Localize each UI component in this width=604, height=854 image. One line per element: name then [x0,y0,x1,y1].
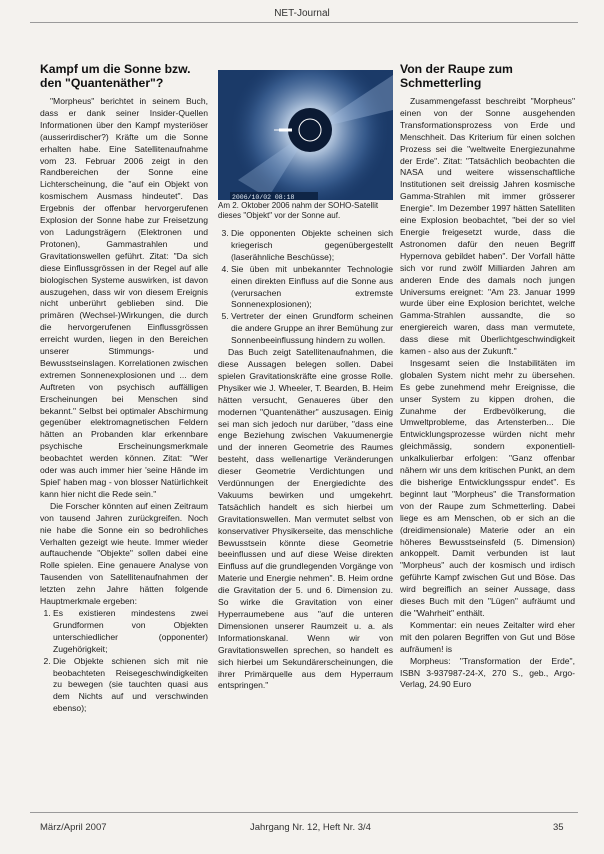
left-column [40,62,208,715]
left-paragraph: "Morpheus" berichtet in seinem Buch, dass er dank seiner Insider-Quellen Informationen über den Kampf mysteriöser (ausserirdischer?) Kräfte um die Sonne erhalten habe. Eine Satellitenaufnahme vom 23. Februar 2006 zeigt in den Randbereichen der Sonne eine Lichterscheinung, die "auf ein Objekt von kosmischem Ausmass hindeutet". Das Ergebnis der offenbar hervorgerufenen Explosion der Sonne habe zur Freisetzung von Ladungsträgern (Elektronen und Protonen), Gammastrahlen und Gravitationswellen geführt. Zitat: "Da sich diese Einflussgrössen in der Regel auf alle biologischen Systeme auswirken, ist davon auszugehen, dass wir von diesem Ereignis nicht unberührt geblieben sind. Die primären (Wechsel-)Wirkungen, die durch die hervorgerufenen Einflussgrössen erreicht wurden, liegen in den Bereichen unserer Stimmungs- und Bewusstseinslagen. Korrelationen zwischen extremen Sonnenexplosionen und ... dem Auftreten von psychisch auffälligen Erscheinungen bei Menschen sind bekannt." Selbst bei optimaler Abschirmung gegenüber elektromagnetischen Feldern hätten an Probanden klar erkennbare psychische Erscheinungsmerkmale beobachtet werden können. Zitat: "Wer oder was auch immer hier 'seine Hände im Spiel' haben mag - von blosser Natürlichkeit kann hier nicht die Rede sein." [40,96,208,499]
footer-issue-date: März/April 2007 [40,822,107,833]
list-item: 2. Die Objekte schienen sich mit nie beobachteten Reisegeschwindigkeiten zu bewegen (sie tauchten quasi aus dem Nichts auf und verschwinden ebenso); [53,656,208,716]
left-paragraph: Die Forscher könnten auf einen Zeitraum von tausend Jahren zurückgreifen. Noch nie habe die Sonne ein so bedrohliches Verhalten gezeigt wie heute. Immer wieder auftauchende "Objekte" sollen dabei eine Rolle spielen. Eine genauere Analyse von Tausenden von Satellitenaufnahmen der letzten zehn Jahre hätten folgende Hauptmerkmale ergeben: [40,500,208,607]
page-number: 35 [553,822,564,833]
right-paragraph: Morpheus: "Transformation der Erde", ISBN 3-937987-24-X, 270 S., geb., Argo-Verlag, 24.90 Euro [400,655,575,690]
list-item: 4. Sie üben mit unbekannter Technologie einen direkten Einfluss auf die Sonne aus (verursachen extremste Sonnenexplosionen); [231,264,393,312]
middle-paragraph: Das Buch zeigt Satellitenaufnahmen, die diese Aussagen belegen sollen. Dabei spielen Gravitationskräfte eine grosse Rolle. Physiker wie J. Wheeler, T. Bearden, B. Heim hätten versucht, Genaueres über den modernen "Quantenäther" auszusagen. Einig sei man sich jedoch nur darüber, "dass eine enge Beziehung zwischen Vakuumenergie und der inneren Geometrie des Raumes besteht, dass wellenartige Veränderungen dieser Geometrie Verdichtungen und Verdünnungen der Energiedichte des Vakuums bewirken und umgekehrt. Tatsächlich handelt es sich hierbei um Gravitationswellen. Man vermutet selbst von konservativer Physikerseite, das menschliche Bewusstsein könnte diese Geometrie beeinflussen und auf diese Weise direkten Einfluss auf die grundlegenden Vorgänge von Materie und Energie nehmen". B. Heim ordne die Gravitation der 5. und 6. Dimension zu. So wirke die Gravitation von einer Hyperraumebene aus "auf die unteren Dimensionen unserer Raumzeit u. a. als Informationskanal. Wenn wir von Gravitationswellen sprechen, so handelt es sich hierbei um Sekundärerscheinungen, die ihrer Primärquelle aus dem Hyperraum entspringen." [218,347,393,691]
journal-name: NET-Journal [274,8,330,19]
soho-satellite-image [218,70,393,200]
header-rule [30,22,578,23]
right-title: Von der Raupe zum Schmetterling [400,62,513,90]
footer-rule [30,812,578,813]
right-paragraph: Zusammengefasst beschreibt "Morpheus" einen von der Sonne ausgehenden Transformationsprozess von Erde und Menschheit. Das Kriterium für einen solchen Prozess sei die "weltweite Energiezunahme der Erde". Zitat: "Tatsächlich beobachten die NASA und weitere wissenschaftliche Institutionen seit dreissig Jahren kosmische Gamma-Strahlen mit immer grösserer Energie". Im Dezember 1997 hätten Satelliten eine Explosion beobachtet, "bei der so viel Energie freigesetzt wurde, dass die Astronomen dafür den neuen Begriff Hypernova gebildet haben". Der Vorfall hätte sich vor rund zwölf Milliarden Jahren am anderen Ende des damals noch jungen Universums ereignet: "Am 23. Januar 1999 wurde über eine Explosion berichtet, welche Gamma-Strahlen aussandte, die so energiereich waren, dass man vermutete, dass diese mit Überlichtgeschwindigkeit kamen - also aus der Zukunft." [400,96,575,357]
middle-list [218,228,393,347]
left-list [40,608,208,715]
list-item: 5. Vertreter der einen Grundform scheinen die andere Gruppe an ihrer Bemühung zur Sonnenbeeinflussung hindern zu wollen. [231,311,393,347]
middle-column [218,228,393,692]
image-timestamp: 2006/10/02 08:18 [232,194,295,200]
image-caption: Am 2. Oktober 2006 nahm der SOHO-Satellit dieses "Objekt" vor der Sonne auf. [218,201,379,220]
footer-volume: Jahrgang Nr. 12, Heft Nr. 3/4 [250,822,371,833]
list-item: 3. Die opponenten Objekte scheinen sich kriegerisch gegenübergestellt (laserähnliche Beschüsse); [231,228,393,264]
right-paragraph: Insgesamt seien die Instabilitäten im globalen System nicht mehr zu übersehen. Es gebe zunehmend mehr Ereignisse, die unser System zu kippen drohen, die Zunahme der Erdbevölkerung, die Umweltprobleme, das Artensterben... Die Entwicklungsprozesse würden nicht mehr gleichmässig, sondern exponentiell-unkalkulierbar erfolgen: "Ganz offenbar nähern wir uns dem kritischen Punkt, an dem die bisherige Entwicklungsspur endet". Es beginnt laut "Morpheus" die Transformation von der Raupe zum Schmetterling. Dabei liege es am Menschen, ob er sich an die (dreidimensionale) Materie oder an ein höheres Bewusstseinsfeld (5. Dimension) ankoppelt. Damit verbunden ist laut "Morpheus" auch der kosmisch und irdisch geführte Kampf zwischen Gut und Böse. Das wird begreiflich an seiner Aussage, dass dieses Buch mit den "Lügen" aufräumt und die "Wahrheit" enthält. [400,357,575,618]
list-item: 1. Es existieren mindestens zwei Grundformen von Objekten unterschiedlicher (opponenter) Zugehörigkeit; [53,608,208,656]
right-paragraph: Kommentar: ein neues Zeitalter wird eher mit den polaren Begriffen von Gut und Böse aufräumen! is [400,619,575,654]
solar-corona-graphic [218,70,393,200]
right-column [400,62,575,691]
left-title: Kampf um die Sonne bzw. den "Quantenäther"? [40,62,191,90]
